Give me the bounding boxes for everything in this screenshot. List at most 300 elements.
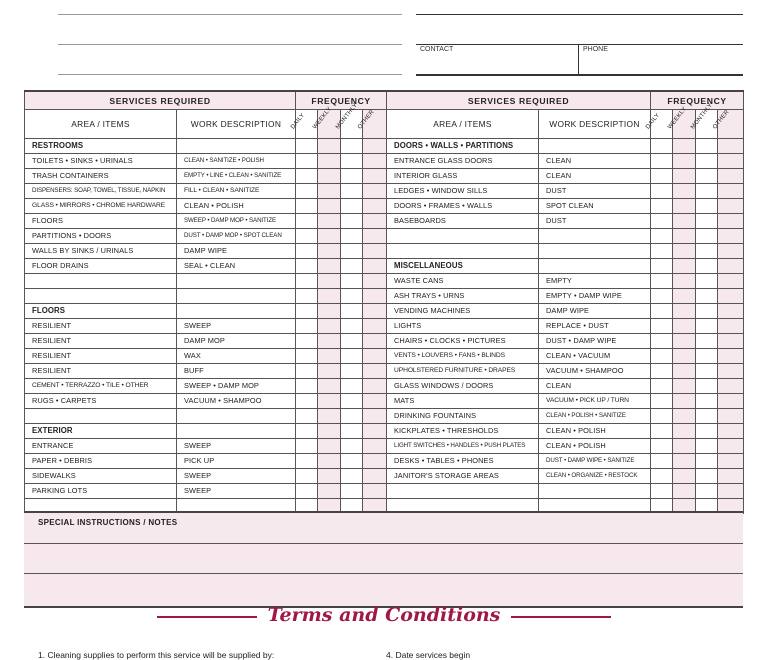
monthly-checkbox-cell[interactable] [341, 169, 363, 184]
monthly-checkbox-cell[interactable] [696, 169, 718, 184]
other-checkbox-cell[interactable] [363, 349, 387, 364]
work-description-cell: CLEAN • POLISH • SANITIZE [539, 409, 651, 424]
area-item-cell [25, 409, 177, 424]
monthly-checkbox-cell[interactable] [341, 394, 363, 409]
daily-checkbox-cell[interactable] [651, 199, 673, 214]
weekly-checkbox-cell[interactable] [318, 349, 341, 364]
weekly-checkbox-cell[interactable] [673, 334, 696, 349]
work-description-cell: DUST [539, 184, 651, 199]
daily-checkbox-cell[interactable] [296, 469, 318, 484]
monthly-checkbox-cell[interactable] [341, 259, 363, 274]
weekly-checkbox-cell[interactable] [318, 379, 341, 394]
daily-checkbox-cell[interactable] [651, 484, 673, 499]
table-row [25, 304, 387, 319]
daily-checkbox-cell[interactable] [296, 244, 318, 259]
daily-checkbox-cell[interactable] [651, 154, 673, 169]
table-row [25, 424, 387, 439]
weekly-header: WEEKLY [318, 110, 341, 139]
work-description-cell: VACUUM • PICK UP / TURN [539, 394, 651, 409]
other-checkbox-cell[interactable] [718, 349, 744, 364]
work-description-cell: VACUUM • SHAMPOO [539, 364, 651, 379]
monthly-checkbox-cell[interactable] [696, 334, 718, 349]
monthly-checkbox-cell[interactable] [696, 439, 718, 454]
phone-label: PHONE [583, 46, 608, 53]
weekly-checkbox-cell[interactable] [673, 139, 696, 154]
area-items-header: AREA / ITEMS [387, 110, 539, 139]
daily-checkbox-cell[interactable] [296, 319, 318, 334]
daily-checkbox-cell[interactable] [296, 259, 318, 274]
monthly-checkbox-cell[interactable] [696, 394, 718, 409]
daily-checkbox-cell[interactable] [651, 319, 673, 334]
weekly-checkbox-cell[interactable] [673, 379, 696, 394]
work-description-cell: CLEAN • POLISH [177, 199, 296, 214]
other-checkbox-cell[interactable] [718, 319, 744, 334]
other-checkbox-cell[interactable] [718, 439, 744, 454]
monthly-checkbox-cell[interactable] [696, 139, 718, 154]
table-row [387, 424, 744, 439]
weekly-checkbox-cell[interactable] [318, 409, 341, 424]
table-row [25, 169, 387, 184]
monthly-checkbox-cell[interactable] [341, 424, 363, 439]
weekly-checkbox-cell[interactable] [673, 214, 696, 229]
table-row [25, 154, 387, 169]
other-checkbox-cell[interactable] [363, 139, 387, 154]
table-row [387, 259, 744, 274]
monthly-checkbox-cell[interactable] [696, 409, 718, 424]
other-checkbox-cell[interactable] [718, 364, 744, 379]
weekly-checkbox-cell[interactable] [318, 394, 341, 409]
monthly-checkbox-cell[interactable] [696, 214, 718, 229]
other-checkbox-cell[interactable] [718, 184, 744, 199]
other-checkbox-cell[interactable] [718, 424, 744, 439]
daily-checkbox-cell[interactable] [296, 334, 318, 349]
other-checkbox-cell[interactable] [718, 289, 744, 304]
other-checkbox-cell[interactable] [363, 289, 387, 304]
work-description-cell [539, 139, 651, 154]
other-checkbox-cell[interactable] [718, 244, 744, 259]
monthly-checkbox-cell[interactable] [696, 319, 718, 334]
work-description-cell: CLEAN • SANITIZE • POLISH [177, 154, 296, 169]
work-description-cell: SEAL • CLEAN [177, 259, 296, 274]
other-checkbox-cell[interactable] [718, 169, 744, 184]
daily-checkbox-cell[interactable] [296, 154, 318, 169]
area-item-cell [25, 274, 177, 289]
weekly-checkbox-cell[interactable] [318, 184, 341, 199]
monthly-checkbox-cell[interactable] [696, 184, 718, 199]
daily-checkbox-cell[interactable] [296, 214, 318, 229]
table-row [25, 229, 387, 244]
area-item-cell: LIGHT SWITCHES • HANDLES • PUSH PLATES [387, 439, 539, 454]
other-checkbox-cell[interactable] [363, 244, 387, 259]
area-item-cell: RESILIENT [25, 334, 177, 349]
work-description-cell: DUST [539, 214, 651, 229]
monthly-checkbox-cell[interactable] [696, 289, 718, 304]
table-row [387, 439, 744, 454]
area-item-cell: VENTS • LOUVERS • FANS • BLINDS [387, 349, 539, 364]
weekly-checkbox-cell[interactable] [318, 259, 341, 274]
weekly-checkbox-cell[interactable] [318, 484, 341, 499]
weekly-checkbox-cell[interactable] [673, 349, 696, 364]
table-row [25, 469, 387, 484]
daily-checkbox-cell[interactable] [296, 274, 318, 289]
terms-rule-right [511, 616, 611, 618]
other-checkbox-cell[interactable] [718, 469, 744, 484]
weekly-checkbox-cell[interactable] [318, 229, 341, 244]
weekly-checkbox-cell[interactable] [673, 169, 696, 184]
terms-item-1: 1. Cleaning supplies to perform this service will be supplied by: [38, 650, 275, 660]
daily-checkbox-cell[interactable] [651, 439, 673, 454]
area-item-cell: ENTRANCE GLASS DOORS [387, 154, 539, 169]
area-item-cell: FLOOR DRAINS [25, 259, 177, 274]
monthly-checkbox-cell[interactable] [696, 154, 718, 169]
other-checkbox-cell[interactable] [363, 229, 387, 244]
table-row [387, 319, 744, 334]
area-item-cell: JANITOR'S STORAGE AREAS [387, 469, 539, 484]
area-item-cell: BASEBOARDS [387, 214, 539, 229]
table-row [387, 289, 744, 304]
monthly-checkbox-cell[interactable] [341, 319, 363, 334]
monthly-checkbox-cell[interactable] [696, 424, 718, 439]
daily-checkbox-cell[interactable] [296, 394, 318, 409]
daily-checkbox-cell[interactable] [651, 274, 673, 289]
daily-checkbox-cell[interactable] [296, 184, 318, 199]
weekly-checkbox-cell[interactable] [673, 424, 696, 439]
monthly-checkbox-cell[interactable] [341, 139, 363, 154]
table-row [387, 274, 744, 289]
weekly-checkbox-cell[interactable] [318, 289, 341, 304]
other-checkbox-cell[interactable] [718, 199, 744, 214]
special-instructions-box[interactable] [24, 511, 743, 608]
other-checkbox-cell[interactable] [718, 454, 744, 469]
other-checkbox-cell[interactable] [718, 484, 744, 499]
monthly-checkbox-cell[interactable] [696, 199, 718, 214]
daily-checkbox-cell[interactable] [651, 214, 673, 229]
daily-checkbox-cell[interactable] [651, 379, 673, 394]
monthly-checkbox-cell[interactable] [341, 439, 363, 454]
work-description-cell [539, 244, 651, 259]
monthly-checkbox-cell[interactable] [696, 454, 718, 469]
monthly-checkbox-cell[interactable] [341, 229, 363, 244]
monthly-checkbox-cell[interactable] [341, 349, 363, 364]
other-checkbox-cell[interactable] [363, 364, 387, 379]
special-instructions-label: SPECIAL INSTRUCTIONS / NOTES [38, 518, 178, 527]
other-checkbox-cell[interactable] [718, 334, 744, 349]
area-item-cell: LIGHTS [387, 319, 539, 334]
weekly-checkbox-cell[interactable] [318, 154, 341, 169]
daily-header: DAILY [651, 110, 673, 139]
other-checkbox-cell[interactable] [363, 409, 387, 424]
weekly-checkbox-cell[interactable] [318, 304, 341, 319]
daily-checkbox-cell[interactable] [296, 199, 318, 214]
other-checkbox-cell[interactable] [718, 394, 744, 409]
weekly-checkbox-cell[interactable] [318, 214, 341, 229]
weekly-checkbox-cell[interactable] [318, 454, 341, 469]
other-checkbox-cell[interactable] [363, 379, 387, 394]
table-row [25, 334, 387, 349]
other-checkbox-cell[interactable] [363, 304, 387, 319]
monthly-checkbox-cell[interactable] [696, 244, 718, 259]
monthly-checkbox-cell[interactable] [696, 229, 718, 244]
top-right-line [416, 14, 743, 15]
weekly-checkbox-cell[interactable] [673, 454, 696, 469]
weekly-checkbox-cell[interactable] [673, 364, 696, 379]
table-row [387, 169, 744, 184]
other-checkbox-cell[interactable] [363, 184, 387, 199]
other-checkbox-cell[interactable] [363, 319, 387, 334]
table-row [387, 139, 744, 154]
other-checkbox-cell[interactable] [718, 214, 744, 229]
right-services-table [386, 90, 744, 514]
daily-checkbox-cell[interactable] [651, 289, 673, 304]
other-checkbox-cell[interactable] [363, 274, 387, 289]
other-checkbox-cell[interactable] [363, 259, 387, 274]
other-checkbox-cell[interactable] [363, 154, 387, 169]
services-required-header: SERVICES REQUIRED [25, 91, 296, 110]
other-checkbox-cell[interactable] [363, 334, 387, 349]
area-item-cell: CHAIRS • CLOCKS • PICTURES [387, 334, 539, 349]
phone-field[interactable] [579, 55, 743, 73]
work-description-header: WORK DESCRIPTION [177, 110, 296, 139]
monthly-checkbox-cell[interactable] [696, 379, 718, 394]
weekly-checkbox-cell[interactable] [673, 484, 696, 499]
area-item-cell: WASTE CANS [387, 274, 539, 289]
other-checkbox-cell[interactable] [718, 304, 744, 319]
work-description-cell: CLEAN • POLISH [539, 439, 651, 454]
daily-checkbox-cell[interactable] [651, 349, 673, 364]
weekly-checkbox-cell[interactable] [673, 229, 696, 244]
other-checkbox-cell[interactable] [718, 409, 744, 424]
daily-checkbox-cell[interactable] [651, 409, 673, 424]
table-row [387, 454, 744, 469]
other-checkbox-cell[interactable] [718, 139, 744, 154]
daily-checkbox-cell[interactable] [296, 304, 318, 319]
work-description-cell [177, 409, 296, 424]
daily-checkbox-cell[interactable] [651, 259, 673, 274]
work-description-cell [177, 274, 296, 289]
weekly-checkbox-cell[interactable] [673, 259, 696, 274]
contact-label: CONTACT [420, 46, 454, 53]
weekly-checkbox-cell[interactable] [318, 364, 341, 379]
daily-checkbox-cell[interactable] [651, 469, 673, 484]
monthly-checkbox-cell[interactable] [696, 484, 718, 499]
terms-rule-left [157, 616, 257, 618]
area-item-cell: RESILIENT [25, 349, 177, 364]
area-item-cell: KICKPLATES • THRESHOLDS [387, 424, 539, 439]
table-row [25, 394, 387, 409]
weekly-checkbox-cell[interactable] [673, 469, 696, 484]
monthly-checkbox-cell[interactable] [341, 364, 363, 379]
daily-checkbox-cell[interactable] [296, 139, 318, 154]
monthly-checkbox-cell[interactable] [696, 304, 718, 319]
daily-checkbox-cell[interactable] [651, 244, 673, 259]
work-description-cell: EMPTY [539, 274, 651, 289]
name-line-3[interactable] [58, 74, 402, 75]
monthly-checkbox-cell[interactable] [341, 379, 363, 394]
other-checkbox-cell[interactable] [363, 439, 387, 454]
table-row [25, 379, 387, 394]
work-description-cell: DUST • DAMP MOP • SPOT CLEAN [177, 229, 296, 244]
name-line-1[interactable] [58, 14, 402, 15]
monthly-checkbox-cell[interactable] [341, 484, 363, 499]
other-checkbox-cell[interactable] [363, 214, 387, 229]
other-checkbox-cell[interactable] [363, 424, 387, 439]
monthly-checkbox-cell[interactable] [341, 289, 363, 304]
table-row [387, 154, 744, 169]
weekly-checkbox-cell[interactable] [673, 244, 696, 259]
section-heading: MISCELLANEOUS [387, 259, 539, 274]
daily-checkbox-cell[interactable] [296, 289, 318, 304]
work-description-cell: DUST • DAMP WIPE [539, 334, 651, 349]
monthly-checkbox-cell[interactable] [696, 364, 718, 379]
area-item-cell: PARTITIONS • DOORS [25, 229, 177, 244]
weekly-checkbox-cell[interactable] [318, 424, 341, 439]
weekly-checkbox-cell[interactable] [673, 184, 696, 199]
weekly-checkbox-cell[interactable] [673, 409, 696, 424]
daily-checkbox-cell[interactable] [296, 229, 318, 244]
work-description-cell: DAMP WIPE [539, 304, 651, 319]
daily-checkbox-cell[interactable] [651, 184, 673, 199]
monthly-checkbox-cell[interactable] [341, 409, 363, 424]
other-checkbox-cell[interactable] [363, 454, 387, 469]
table-row [25, 364, 387, 379]
other-checkbox-cell[interactable] [363, 199, 387, 214]
work-description-cell: FILL • CLEAN • SANITIZE [177, 184, 296, 199]
table-row [25, 454, 387, 469]
work-description-cell: SWEEP • DAMP MOP • SANITIZE [177, 214, 296, 229]
monthly-checkbox-cell[interactable] [696, 274, 718, 289]
other-checkbox-cell[interactable] [718, 259, 744, 274]
weekly-checkbox-cell[interactable] [318, 439, 341, 454]
monthly-checkbox-cell[interactable] [341, 184, 363, 199]
monthly-checkbox-cell[interactable] [341, 214, 363, 229]
daily-checkbox-cell[interactable] [651, 364, 673, 379]
work-description-cell: WAX [177, 349, 296, 364]
weekly-checkbox-cell[interactable] [673, 199, 696, 214]
weekly-checkbox-cell[interactable] [673, 394, 696, 409]
area-item-cell: RUGS • CARPETS [25, 394, 177, 409]
weekly-checkbox-cell[interactable] [318, 274, 341, 289]
area-item-cell: WALLS BY SINKS / URINALS [25, 244, 177, 259]
weekly-checkbox-cell[interactable] [318, 469, 341, 484]
daily-checkbox-cell[interactable] [296, 409, 318, 424]
other-checkbox-cell[interactable] [718, 274, 744, 289]
monthly-checkbox-cell[interactable] [341, 154, 363, 169]
daily-checkbox-cell[interactable] [651, 394, 673, 409]
daily-checkbox-cell[interactable] [296, 424, 318, 439]
work-description-cell [539, 484, 651, 499]
weekly-checkbox-cell[interactable] [318, 334, 341, 349]
monthly-checkbox-cell[interactable] [341, 334, 363, 349]
daily-checkbox-cell[interactable] [296, 439, 318, 454]
work-description-cell: SWEEP • DAMP MOP [177, 379, 296, 394]
daily-checkbox-cell[interactable] [296, 169, 318, 184]
work-description-cell: PICK UP [177, 454, 296, 469]
monthly-checkbox-cell[interactable] [341, 199, 363, 214]
daily-checkbox-cell[interactable] [651, 454, 673, 469]
daily-checkbox-cell[interactable] [651, 334, 673, 349]
daily-checkbox-cell[interactable] [651, 304, 673, 319]
work-description-cell: EMPTY • DAMP WIPE [539, 289, 651, 304]
terms-item-4: 4. Date services begin [386, 650, 471, 660]
daily-checkbox-cell[interactable] [651, 169, 673, 184]
daily-checkbox-cell[interactable] [296, 454, 318, 469]
weekly-checkbox-cell[interactable] [318, 199, 341, 214]
monthly-checkbox-cell[interactable] [341, 304, 363, 319]
contact-bottom-line [416, 74, 743, 76]
area-item-cell: LEDGES • WINDOW SILLS [387, 184, 539, 199]
table-row [387, 379, 744, 394]
work-description-cell [539, 229, 651, 244]
table-row [25, 274, 387, 289]
name-line-2[interactable] [58, 44, 402, 45]
daily-checkbox-cell[interactable] [296, 484, 318, 499]
daily-checkbox-cell[interactable] [651, 139, 673, 154]
monthly-checkbox-cell[interactable] [696, 469, 718, 484]
contact-field[interactable] [416, 55, 578, 73]
monthly-checkbox-cell[interactable] [341, 244, 363, 259]
area-item-cell: DISPENSERS: SOAP, TOWEL, TISSUE, NAPKIN [25, 184, 177, 199]
table-row [387, 184, 744, 199]
daily-checkbox-cell[interactable] [296, 379, 318, 394]
daily-checkbox-cell[interactable] [651, 424, 673, 439]
weekly-checkbox-cell[interactable] [318, 319, 341, 334]
services-required-header: SERVICES REQUIRED [387, 91, 651, 110]
area-item-cell: INTERIOR GLASS [387, 169, 539, 184]
work-description-cell: DUST • DAMP WIPE • SANITIZE [539, 454, 651, 469]
monthly-checkbox-cell[interactable] [341, 274, 363, 289]
left-services-table [24, 90, 387, 514]
area-item-cell: UPHOLSTERED FURNITURE • DRAPES [387, 364, 539, 379]
weekly-checkbox-cell[interactable] [673, 439, 696, 454]
table-row [25, 244, 387, 259]
weekly-checkbox-cell[interactable] [673, 304, 696, 319]
work-description-cell [539, 259, 651, 274]
monthly-checkbox-cell[interactable] [341, 469, 363, 484]
other-checkbox-cell[interactable] [363, 169, 387, 184]
other-checkbox-cell[interactable] [718, 229, 744, 244]
weekly-checkbox-cell[interactable] [318, 244, 341, 259]
monthly-checkbox-cell[interactable] [341, 454, 363, 469]
monthly-checkbox-cell[interactable] [696, 259, 718, 274]
other-checkbox-cell[interactable] [718, 154, 744, 169]
daily-checkbox-cell[interactable] [296, 349, 318, 364]
table-row [25, 439, 387, 454]
other-checkbox-cell[interactable] [363, 469, 387, 484]
monthly-checkbox-cell[interactable] [696, 349, 718, 364]
area-item-cell [387, 244, 539, 259]
area-item-cell: DOORS • FRAMES • WALLS [387, 199, 539, 214]
daily-checkbox-cell[interactable] [296, 364, 318, 379]
work-description-header: WORK DESCRIPTION [539, 110, 651, 139]
weekly-checkbox-cell[interactable] [673, 319, 696, 334]
other-checkbox-cell[interactable] [363, 484, 387, 499]
daily-checkbox-cell[interactable] [651, 229, 673, 244]
section-heading: FLOORS [25, 304, 177, 319]
weekly-checkbox-cell[interactable] [673, 154, 696, 169]
other-checkbox-cell[interactable] [363, 394, 387, 409]
table-row [387, 349, 744, 364]
weekly-checkbox-cell[interactable] [673, 289, 696, 304]
terms-heading [0, 604, 768, 626]
area-item-cell: SIDEWALKS [25, 469, 177, 484]
other-checkbox-cell[interactable] [718, 379, 744, 394]
weekly-checkbox-cell[interactable] [318, 169, 341, 184]
table-row [25, 409, 387, 424]
weekly-checkbox-cell[interactable] [318, 139, 341, 154]
work-description-cell: DAMP WIPE [177, 244, 296, 259]
area-item-cell: DRINKING FOUNTAINS [387, 409, 539, 424]
weekly-checkbox-cell[interactable] [673, 274, 696, 289]
